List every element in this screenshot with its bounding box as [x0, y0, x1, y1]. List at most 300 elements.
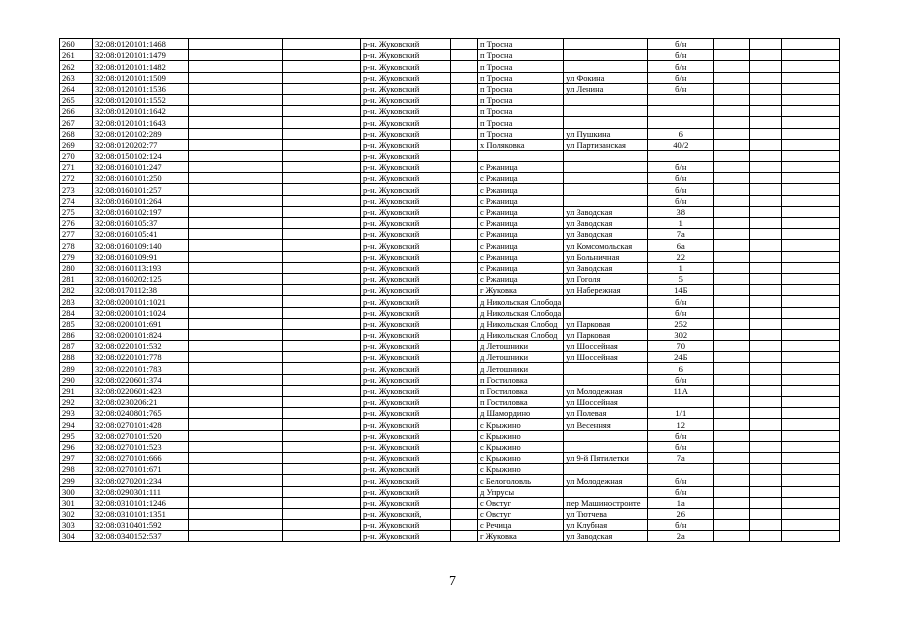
table-cell-empty3 — [451, 531, 478, 542]
table-cell-empty2 — [283, 251, 361, 262]
table-cell-empty4 — [714, 464, 750, 475]
table-cell-empty4 — [714, 419, 750, 430]
table-cell-cadastral: 32:08:0120102:289 — [93, 128, 189, 139]
table-cell-empty1 — [189, 229, 283, 240]
table-cell-street — [564, 162, 648, 173]
table-cell-empty6 — [782, 374, 840, 385]
table-row — [60, 128, 840, 139]
table-cell-empty4 — [714, 139, 750, 150]
table-cell-empty3 — [451, 262, 478, 273]
table-cell-street: ул Заводская — [564, 531, 648, 542]
table-cell-house: 7а — [648, 229, 714, 240]
table-cell-empty4 — [714, 430, 750, 441]
table-cell-settlement: д Упрусы — [478, 486, 564, 497]
table-cell-empty1 — [189, 83, 283, 94]
table-cell-street: пер Машиностроите — [564, 497, 648, 508]
table-cell-empty5 — [750, 520, 782, 531]
table-cell-empty5 — [750, 273, 782, 284]
table-cell-house: 5 — [648, 273, 714, 284]
table-cell-empty5 — [750, 475, 782, 486]
table-cell-empty2 — [283, 374, 361, 385]
table-cell-district: р-н. Жуковский — [361, 341, 451, 352]
table-cell-num: 274 — [60, 195, 93, 206]
table-cell-empty1 — [189, 363, 283, 374]
table-cell-house: 7а — [648, 452, 714, 463]
table-cell-empty3 — [451, 229, 478, 240]
table-cell-street: ул Тютчева — [564, 508, 648, 519]
table-cell-empty6 — [782, 464, 840, 475]
table-row — [60, 240, 840, 251]
table-cell-house: б/н — [648, 184, 714, 195]
table-row — [60, 497, 840, 508]
table-cell-empty6 — [782, 397, 840, 408]
table-cell-cadastral: 32:08:0220101:783 — [93, 363, 189, 374]
table-cell-house: б/н — [648, 520, 714, 531]
table-cell-settlement: д Летошники — [478, 352, 564, 363]
table-cell-street — [564, 61, 648, 72]
table-cell-empty6 — [782, 486, 840, 497]
table-cell-num: 304 — [60, 531, 93, 542]
table-cell-district: р-н. Жуковский, — [361, 508, 451, 519]
table-cell-settlement: д Летошники — [478, 363, 564, 374]
table-row — [60, 94, 840, 105]
table-cell-empty4 — [714, 117, 750, 128]
table-cell-district: р-н. Жуковский — [361, 475, 451, 486]
table-row — [60, 520, 840, 531]
table-cell-empty1 — [189, 374, 283, 385]
table-cell-empty5 — [750, 430, 782, 441]
table-cell-district: р-н. Жуковский — [361, 531, 451, 542]
table-cell-num: 290 — [60, 374, 93, 385]
table-cell-empty2 — [283, 150, 361, 161]
table-row — [60, 173, 840, 184]
table-cell-empty4 — [714, 251, 750, 262]
table-cell-empty3 — [451, 452, 478, 463]
table-cell-empty6 — [782, 408, 840, 419]
table-row — [60, 318, 840, 329]
table-cell-empty6 — [782, 184, 840, 195]
table-cell-empty2 — [283, 475, 361, 486]
table-cell-empty4 — [714, 273, 750, 284]
table-cell-house: б/н — [648, 296, 714, 307]
table-cell-empty5 — [750, 397, 782, 408]
table-cell-empty4 — [714, 61, 750, 72]
table-cell-empty6 — [782, 475, 840, 486]
table-row — [60, 352, 840, 363]
table-cell-empty3 — [451, 72, 478, 83]
table-cell-settlement: с Овстуг — [478, 497, 564, 508]
table-cell-street — [564, 150, 648, 161]
table-cell-num: 297 — [60, 452, 93, 463]
table-cell-empty2 — [283, 341, 361, 352]
table-cell-num: 294 — [60, 419, 93, 430]
table-cell-cadastral: 32:08:0170112:38 — [93, 285, 189, 296]
table-cell-empty2 — [283, 441, 361, 452]
table-cell-empty6 — [782, 419, 840, 430]
table-cell-num: 261 — [60, 50, 93, 61]
table-cell-district: р-н. Жуковский — [361, 195, 451, 206]
table-cell-empty5 — [750, 184, 782, 195]
table-cell-empty2 — [283, 419, 361, 430]
table-cell-empty6 — [782, 531, 840, 542]
table-cell-district: р-н. Жуковский — [361, 363, 451, 374]
table-cell-empty5 — [750, 173, 782, 184]
table-cell-num: 289 — [60, 363, 93, 374]
table-cell-street — [564, 486, 648, 497]
table-row — [60, 229, 840, 240]
table-cell-empty6 — [782, 50, 840, 61]
table-cell-empty2 — [283, 117, 361, 128]
table-cell-district: р-н. Жуковский — [361, 520, 451, 531]
table-cell-empty5 — [750, 139, 782, 150]
table-cell-num: 286 — [60, 329, 93, 340]
table-cell-empty3 — [451, 475, 478, 486]
table-cell-num: 272 — [60, 173, 93, 184]
table-cell-cadastral: 32:08:0160105:41 — [93, 229, 189, 240]
table-row — [60, 139, 840, 150]
table-cell-house: 1/1 — [648, 408, 714, 419]
table-cell-cadastral: 32:08:0220101:532 — [93, 341, 189, 352]
table-cell-district: р-н. Жуковский — [361, 452, 451, 463]
table-cell-settlement: д Никольская Слобода — [478, 296, 564, 307]
table-cell-num: 276 — [60, 218, 93, 229]
table-cell-district: р-н. Жуковский — [361, 150, 451, 161]
table-cell-cadastral: 32:08:0270101:671 — [93, 464, 189, 475]
table-cell-cadastral: 32:08:0230206:21 — [93, 397, 189, 408]
table-cell-num: 266 — [60, 106, 93, 117]
table-cell-settlement: с Крыжино — [478, 430, 564, 441]
table-cell-empty2 — [283, 363, 361, 374]
table-cell-street — [564, 106, 648, 117]
table-cell-empty1 — [189, 240, 283, 251]
table-cell-empty6 — [782, 307, 840, 318]
table-cell-settlement: с Ржаница — [478, 251, 564, 262]
table-cell-settlement: с Ржаница — [478, 195, 564, 206]
table-cell-street — [564, 441, 648, 452]
table-cell-street: ул Молодежная — [564, 385, 648, 396]
table-cell-num: 295 — [60, 430, 93, 441]
table-cell-num: 298 — [60, 464, 93, 475]
table-cell-empty3 — [451, 50, 478, 61]
table-cell-empty4 — [714, 173, 750, 184]
table-cell-empty5 — [750, 341, 782, 352]
table-cell-street — [564, 94, 648, 105]
table-cell-settlement: п Гостиловка — [478, 374, 564, 385]
table-cell-street: ул Парковая — [564, 318, 648, 329]
table-row — [60, 464, 840, 475]
table-cell-house: 6 — [648, 363, 714, 374]
table-cell-house: б/н — [648, 441, 714, 452]
table-cell-empty3 — [451, 184, 478, 195]
table-cell-cadastral: 32:08:0160113:193 — [93, 262, 189, 273]
table-cell-cadastral: 32:08:0270101:523 — [93, 441, 189, 452]
table-cell-house — [648, 397, 714, 408]
table-cell-cadastral: 32:08:0340152:537 — [93, 531, 189, 542]
table-cell-empty3 — [451, 206, 478, 217]
table-cell-street — [564, 307, 648, 318]
table-cell-empty2 — [283, 218, 361, 229]
table-cell-empty1 — [189, 307, 283, 318]
table-cell-settlement: с Ржаница — [478, 184, 564, 195]
table-row — [60, 374, 840, 385]
table-cell-empty2 — [283, 173, 361, 184]
table-cell-empty3 — [451, 374, 478, 385]
table-cell-empty1 — [189, 262, 283, 273]
table-cell-district: р-н. Жуковский — [361, 408, 451, 419]
table-cell-empty3 — [451, 464, 478, 475]
table-cell-empty5 — [750, 117, 782, 128]
table-cell-empty6 — [782, 240, 840, 251]
table-cell-house: 70 — [648, 341, 714, 352]
table-cell-settlement: п Тросна — [478, 117, 564, 128]
table-row — [60, 486, 840, 497]
table-cell-empty4 — [714, 385, 750, 396]
table-cell-empty2 — [283, 195, 361, 206]
table-cell-empty1 — [189, 318, 283, 329]
table-cell-street — [564, 296, 648, 307]
table-cell-empty2 — [283, 273, 361, 284]
table-cell-empty1 — [189, 218, 283, 229]
table-cell-empty6 — [782, 273, 840, 284]
table-cell-empty5 — [750, 128, 782, 139]
table-cell-district: р-н. Жуковский — [361, 106, 451, 117]
table-cell-empty4 — [714, 475, 750, 486]
table-cell-num: 264 — [60, 83, 93, 94]
table-cell-num: 268 — [60, 128, 93, 139]
table-cell-empty4 — [714, 329, 750, 340]
table-cell-street — [564, 117, 648, 128]
table-cell-num: 275 — [60, 206, 93, 217]
table-cell-district: р-н. Жуковский — [361, 318, 451, 329]
table-cell-empty5 — [750, 94, 782, 105]
table-cell-empty5 — [750, 61, 782, 72]
table-cell-street — [564, 173, 648, 184]
table-cell-district: р-н. Жуковский — [361, 162, 451, 173]
table-cell-empty3 — [451, 397, 478, 408]
table-cell-num: 291 — [60, 385, 93, 396]
table-cell-empty1 — [189, 94, 283, 105]
table-cell-empty6 — [782, 508, 840, 519]
table-cell-empty6 — [782, 229, 840, 240]
table-cell-empty1 — [189, 419, 283, 430]
table-row — [60, 441, 840, 452]
table-cell-settlement: х Поляковка — [478, 139, 564, 150]
table-cell-empty2 — [283, 430, 361, 441]
table-row — [60, 475, 840, 486]
table-row — [60, 273, 840, 284]
table-cell-empty5 — [750, 150, 782, 161]
table-cell-empty6 — [782, 329, 840, 340]
table-cell-cadastral: 32:08:0200101:824 — [93, 329, 189, 340]
table-cell-num: 303 — [60, 520, 93, 531]
records-table — [59, 38, 840, 542]
table-cell-house: б/н — [648, 486, 714, 497]
table-cell-house — [648, 94, 714, 105]
table-cell-empty2 — [283, 206, 361, 217]
table-cell-num: 265 — [60, 94, 93, 105]
table-cell-cadastral: 32:08:0160105:37 — [93, 218, 189, 229]
table-cell-empty6 — [782, 218, 840, 229]
table-cell-empty1 — [189, 475, 283, 486]
table-cell-num: 262 — [60, 61, 93, 72]
table-row — [60, 341, 840, 352]
table-cell-empty3 — [451, 117, 478, 128]
table-cell-empty4 — [714, 195, 750, 206]
table-cell-empty5 — [750, 307, 782, 318]
table-cell-house — [648, 106, 714, 117]
table-row — [60, 39, 840, 50]
table-cell-district: р-н. Жуковский — [361, 117, 451, 128]
table-cell-settlement: д Шамордино — [478, 408, 564, 419]
table-cell-cadastral: 32:08:0120101:1482 — [93, 61, 189, 72]
table-row — [60, 251, 840, 262]
table-cell-empty4 — [714, 240, 750, 251]
table-cell-empty3 — [451, 195, 478, 206]
table-cell-house: б/н — [648, 162, 714, 173]
table-cell-cadastral: 32:08:0240801:765 — [93, 408, 189, 419]
table-cell-house: б/н — [648, 430, 714, 441]
table-cell-empty3 — [451, 408, 478, 419]
table-cell-empty5 — [750, 106, 782, 117]
table-cell-house — [648, 117, 714, 128]
table-cell-empty2 — [283, 162, 361, 173]
table-cell-empty4 — [714, 508, 750, 519]
table-cell-house: 14Б — [648, 285, 714, 296]
table-cell-cadastral: 32:08:0120202:77 — [93, 139, 189, 150]
table-cell-district: р-н. Жуковский — [361, 251, 451, 262]
table-cell-settlement: д Никольская Слобод — [478, 318, 564, 329]
table-cell-house: б/н — [648, 374, 714, 385]
table-cell-empty1 — [189, 441, 283, 452]
table-cell-empty3 — [451, 430, 478, 441]
table-cell-settlement: п Тросна — [478, 72, 564, 83]
table-cell-empty1 — [189, 72, 283, 83]
table-cell-empty3 — [451, 39, 478, 50]
table-cell-empty5 — [750, 441, 782, 452]
table-cell-cadastral: 32:08:0120101:1468 — [93, 39, 189, 50]
table-cell-empty2 — [283, 106, 361, 117]
table-cell-empty1 — [189, 352, 283, 363]
table-cell-empty1 — [189, 150, 283, 161]
table-row — [60, 50, 840, 61]
table-row — [60, 531, 840, 542]
table-cell-empty4 — [714, 307, 750, 318]
table-cell-empty3 — [451, 218, 478, 229]
table-cell-district: р-н. Жуковский — [361, 83, 451, 94]
table-cell-settlement: п Тросна — [478, 128, 564, 139]
table-cell-empty5 — [750, 162, 782, 173]
table-cell-cadastral: 32:08:0270101:428 — [93, 419, 189, 430]
table-cell-num: 269 — [60, 139, 93, 150]
table-cell-empty4 — [714, 218, 750, 229]
table-cell-num: 296 — [60, 441, 93, 452]
table-cell-district: р-н. Жуковский — [361, 464, 451, 475]
table-cell-empty2 — [283, 139, 361, 150]
table-cell-num: 273 — [60, 184, 93, 195]
table-cell-house: 6 — [648, 128, 714, 139]
table-cell-empty4 — [714, 50, 750, 61]
table-cell-district: р-н. Жуковский — [361, 419, 451, 430]
table-cell-empty6 — [782, 352, 840, 363]
table-cell-house: 38 — [648, 206, 714, 217]
table-cell-cadastral: 32:08:0220601:374 — [93, 374, 189, 385]
table-cell-empty2 — [283, 352, 361, 363]
table-cell-empty2 — [283, 385, 361, 396]
table-cell-cadastral: 32:08:0160101:264 — [93, 195, 189, 206]
table-row — [60, 61, 840, 72]
table-cell-street — [564, 39, 648, 50]
table-cell-empty2 — [283, 531, 361, 542]
table-cell-empty3 — [451, 419, 478, 430]
table-cell-empty5 — [750, 72, 782, 83]
table-cell-district: р-н. Жуковский — [361, 206, 451, 217]
table-cell-street — [564, 374, 648, 385]
table-cell-empty6 — [782, 72, 840, 83]
table-cell-house: б/н — [648, 39, 714, 50]
table-cell-district: р-н. Жуковский — [361, 50, 451, 61]
table-cell-cadastral: 32:08:0120101:1642 — [93, 106, 189, 117]
table-cell-empty5 — [750, 318, 782, 329]
table-cell-district: р-н. Жуковский — [361, 273, 451, 284]
table-cell-empty1 — [189, 273, 283, 284]
table-cell-district: р-н. Жуковский — [361, 441, 451, 452]
table-cell-settlement: п Тросна — [478, 94, 564, 105]
table-cell-district: р-н. Жуковский — [361, 139, 451, 150]
table-cell-empty2 — [283, 397, 361, 408]
table-cell-street: ул Заводская — [564, 218, 648, 229]
table-cell-empty5 — [750, 285, 782, 296]
table-row — [60, 385, 840, 396]
table-cell-num: 283 — [60, 296, 93, 307]
table-cell-street — [564, 363, 648, 374]
table-cell-num: 280 — [60, 262, 93, 273]
table-cell-empty3 — [451, 139, 478, 150]
table-cell-empty1 — [189, 61, 283, 72]
table-cell-num: 293 — [60, 408, 93, 419]
table-cell-street: ул Заводская — [564, 262, 648, 273]
table-cell-cadastral: 32:08:0120101:1509 — [93, 72, 189, 83]
table-cell-street: ул Заводская — [564, 206, 648, 217]
table-cell-settlement: п Тросна — [478, 39, 564, 50]
table-cell-empty3 — [451, 150, 478, 161]
table-cell-empty3 — [451, 486, 478, 497]
table-cell-empty1 — [189, 329, 283, 340]
table-cell-num: 263 — [60, 72, 93, 83]
table-cell-street: ул Ленина — [564, 83, 648, 94]
table-cell-empty6 — [782, 430, 840, 441]
table-cell-cadastral: 32:08:0160109:140 — [93, 240, 189, 251]
table-cell-empty5 — [750, 497, 782, 508]
table-cell-empty1 — [189, 117, 283, 128]
table-cell-empty6 — [782, 452, 840, 463]
table-cell-empty1 — [189, 341, 283, 352]
table-row — [60, 195, 840, 206]
table-cell-empty2 — [283, 296, 361, 307]
table-cell-empty1 — [189, 128, 283, 139]
table-cell-district: р-н. Жуковский — [361, 352, 451, 363]
table-cell-empty1 — [189, 385, 283, 396]
table-cell-empty1 — [189, 39, 283, 50]
table-row — [60, 184, 840, 195]
table-cell-street: ул Шоссейная — [564, 352, 648, 363]
table-cell-house: 24Б — [648, 352, 714, 363]
table-cell-empty3 — [451, 240, 478, 251]
table-cell-num: 285 — [60, 318, 93, 329]
table-cell-street: ул Заводская — [564, 229, 648, 240]
table-cell-empty2 — [283, 520, 361, 531]
table-row — [60, 408, 840, 419]
table-cell-empty3 — [451, 307, 478, 318]
